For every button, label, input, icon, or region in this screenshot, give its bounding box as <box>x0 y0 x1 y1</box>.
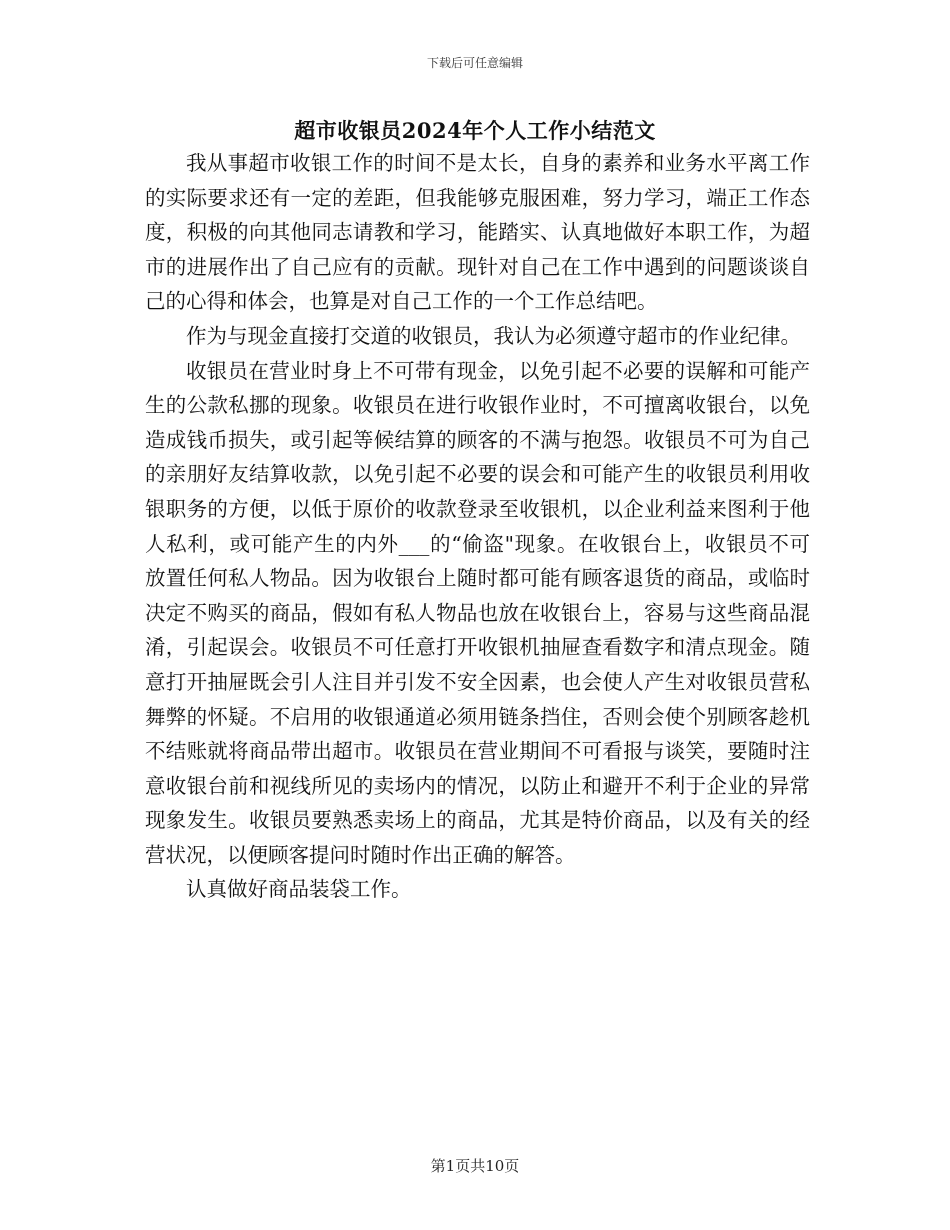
document-title: 超市收银员2024年个人工作小结范文 <box>294 118 656 143</box>
paragraph-1: 我从事超市收银工作的时间不是太长，自身的素养和业务水平离工作的实际要求还有一定的差距，但我能够克服困难，努力学习，端正工作态度，积极的向其他同志请教和学习，能踏实、认真地做好本职工作，为超市的进展作出了自己应有的贡献。现针对自己在工作中遇到的问题谈谈自己的心得和体会，也算是对自己工作的一个工作总结吧。 <box>145 151 810 314</box>
page-footer: 第1页共10页 <box>430 1157 520 1175</box>
document-body <box>145 146 810 907</box>
paragraph-2: 作为与现金直接打交道的收银员，我认为必须遵守超市的作业纪律。 <box>186 323 801 348</box>
paragraph-3: 收银员在营业时身上不可带有现金，以免引起不必要的误解和可能产生的公款私挪的现象。收银员在进行收银作业时，不可擅离收银台，以免造成钱币损失，或引起等候结算的顾客的不满与抱怨。收银员不可为自己的亲朋好友结算收款，以免引起不必要的误会和可能产生的收银员利用收银职务的方便，以低于原价的收款登录至收银机，以企业利益来图利于他人私利，或可能产生的内外___的“偷盗"现象。在收银台上，收银员不可放置任何私人物品。因为收银台上随时都可能有顾客退货的商品，或临时决定不购买的商品，假如有私人物品也放在收银台上，容易与这些商品混淆，引起误会。收银员不可任意打开收银机抽屉查看数字和清点现金。随意打开抽屉既会引人注目并引发不安全因素，也会使人产生对收银员营私舞弊的怀疑。不启用的收银通道必须用链条挡住，否则会使个别顾客趁机不结账就将商品带出超市。收银员在营业期间不可看报与谈笑，要随时注意收银台前和视线所见的卖场内的情况，以防止和避开不利于企业的异常现象发生。收银员要熟悉卖场上的商品，尤其是特价商品，以及有关的经营状况，以便顾客提问时随时作出正确的解答。 <box>145 358 810 867</box>
header-note: 下载后可任意编辑 <box>426 56 523 70</box>
paragraph-4: 认真做好商品装袋工作。 <box>186 877 412 902</box>
